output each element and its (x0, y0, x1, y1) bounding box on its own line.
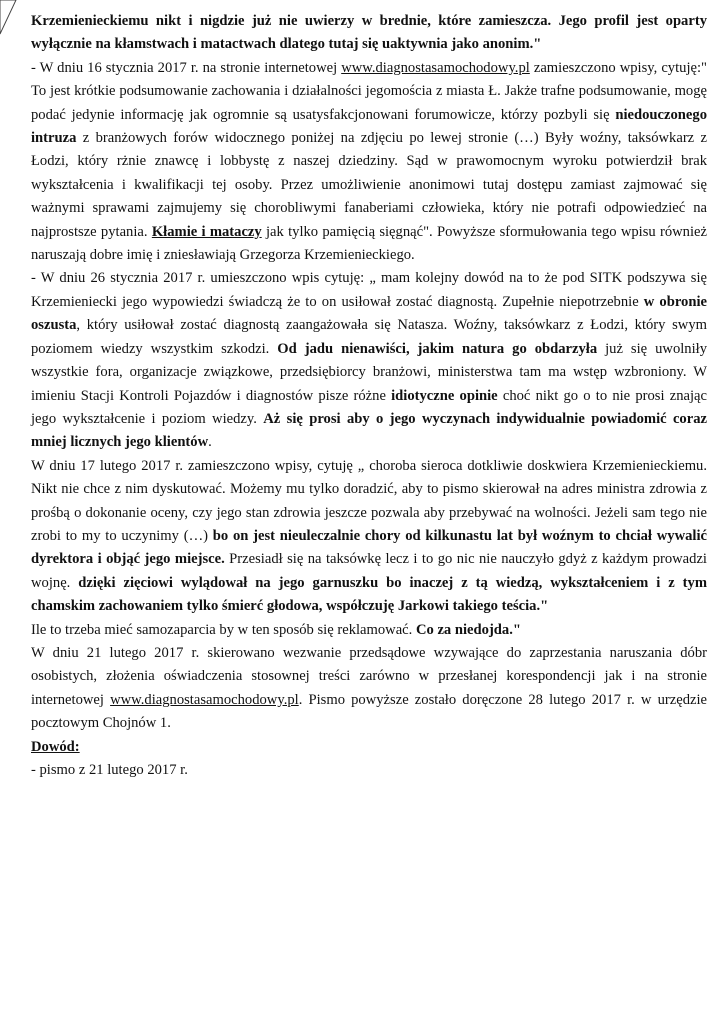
paragraph (31, 619, 707, 642)
bold-quote: Aż się prosi aby o jego wyczynach indywidualnie powiadomić coraz mniej licznych jego klientów (31, 410, 707, 451)
paragraph (31, 267, 707, 454)
text-segment: W dniu 17 lutego 2017 r. zamieszczono wpisy, cytuję „ choroba sieroca dotkliwie doskwiera Krzemienieckiemu. Nikt nie chce z nim dyskutować. Możemy mu tylko doradzić, aby to pismo skierował na adres ministra zdrowia z prośbą o dokonanie oceny, czy jego stan zdrowia jeszcze pozwala aby przebywać na wolności. Jeżeli sam tego nie zrobi to my to uczynimy (…) (31, 457, 707, 544)
bold-quote: idiotyczne opinie (391, 387, 498, 404)
paragraph (31, 642, 707, 736)
text-segment: , który usiłował zostać diagnostą zaangażowała się Natasza. Woźny, taksówkarz z Łodzi, który swym poziomem wiedzy wszystkim szkodzi. (31, 317, 707, 357)
bold-quote: Co za niedojda." (415, 621, 521, 638)
text-segment: . (208, 434, 212, 451)
text-segment: jak tylko pamięcią sięgnąć". Powyższe sformułowania tego wpisu również naruszają dobre imię i zniesławiają Grzegorza Krzemienieckiego. (31, 223, 707, 264)
scan-corner-mark (0, 0, 30, 40)
bold-quote: Krzemienieckiemu nikt i nigdzie już nie uwierzy w brednie, które zamieszcza. Jego profil jest oparty wyłącznie na kłamstwach i matactwach dlatego tutaj się uaktywnia jako anonim." (31, 13, 707, 53)
evidence-list (31, 759, 707, 782)
evidence-item: - pismo z 21 lutego 2017 r. (31, 762, 188, 778)
bold-quote: niedouczonego intruza (31, 106, 707, 147)
paragraph (31, 57, 707, 268)
bold-quote: bo on jest nieuleczalnie chory od kilkunastu lat był woźnym to chciał wywalić dyrektora i objąć jego miejsce. (31, 527, 707, 568)
bold-quote: Od jadu nienawiści, jakim natura go obdarzyła (277, 340, 598, 357)
paragraph (31, 455, 707, 619)
text-segment: zamieszczono wpisy, cytuję:" To jest krótkie podsumowanie zachowania i działalności jegomościa z miasta Ł. Jakże trafne podsumowanie, mogę podać jedynie informację jak ogromnie są usatysfakcjonowani forumowicze, którzy pozbyli się (31, 59, 707, 123)
document-page (31, 10, 707, 782)
text-segment: - W dniu 16 stycznia 2017 r. na stronie internetowej (31, 59, 342, 76)
text-segment: W dniu 21 lutego 2017 r. skierowano wezwanie przedsądowe wzywające do zaprzestania naruszania dóbr osobistych, złożenia oświadczenia stosownej treści zarówno w przesłanej korespondencji jak i na stronie internetowej (31, 644, 707, 708)
website-link[interactable]: www.diagnostasamochodowy.pl (341, 59, 530, 76)
text-segment: choć nikt go o to nie prosi znając jego wykształcenie i poziom wiedzy. (31, 387, 707, 427)
bold-quote: dzięki zięciowi wylądował na jego garnuszku bo inaczej z tą wiedzą, wykształceniem i z tym chamskim zachowaniem tylko śmierć głodowa, współczuję Jarkowi takiego teścia." (31, 574, 707, 615)
text-segment: Ile to trzeba mieć samozaparcia by w ten sposób się reklamować. (31, 621, 416, 638)
evidence-heading: Dowód: (31, 738, 80, 755)
text-segment: . Pismo powyższe zostało doręczone 28 lutego 2017 r. w urzędzie pocztowym Chojnów 1. (31, 691, 708, 732)
text-segment: już się uwolniły wszystkie fora, organizacje związkowe, przedsiębiorcy branżowi, ministerstwa tam ma wstęp wzbroniony. W imieniu Stacji Kontroli Pojazdów i diagnostów pisze różne (31, 340, 707, 404)
text-segment: Przesiadł się na taksówkę lecz i to go nic nie nauczyło gdyż z każdym prowadzi wojnę. (31, 551, 707, 591)
website-link[interactable]: www.diagnostasamochodowy.pl (110, 691, 299, 708)
underlined-bold-quote: Kłamie i mataczy (151, 223, 262, 240)
text-segment: - W dniu 26 stycznia 2017 r. umieszczono wpis cytuję: „ mam kolejny dowód na to że pod SITK podszywa się Krzemieniecki jego wypowiedzi świadczą że to on usiłował zostać diagnostą. Zupełnie niepotrzebnie (31, 270, 707, 310)
paragraph (31, 10, 707, 57)
text-segment: z branżowych forów widocznego poniżej na zdjęciu po lewej stronie (…) Były woźny, taksówkarz z Łodzi, który rżnie znawcę i lobbystę z naszej dziedziny. Sąd w prawomocnym wyroku potwierdził brak wykształcenia i kwalifikacji tej osoby. Przez umożliwienie anonimowi tutaj dostępu zamiast zajmować się ważnymi sprawami zajmujemy się chorobliwymi fanaberiami człowieka, który nie potrafi odpowiedzieć na najprostsze pytania. (31, 130, 707, 240)
document-body (31, 10, 707, 736)
bold-quote: w obronie oszusta (31, 293, 707, 334)
